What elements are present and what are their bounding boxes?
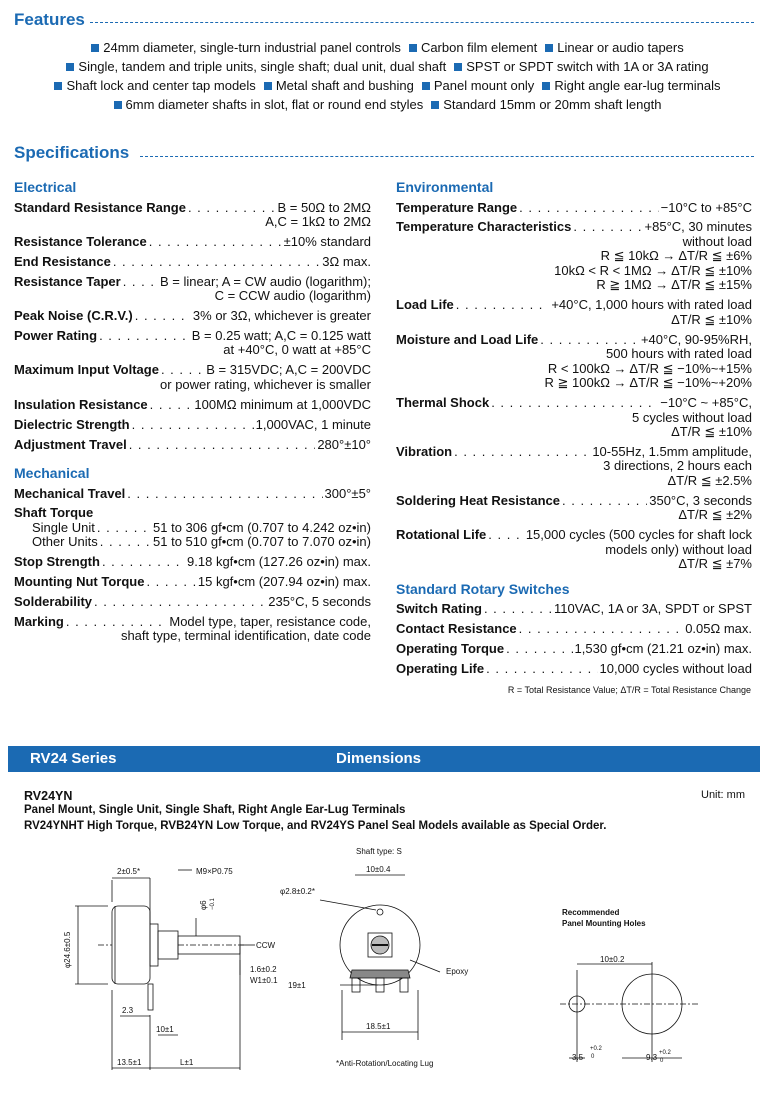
dim-text: −0.1 [210, 898, 216, 910]
torque-other-label: Other Units [32, 534, 98, 550]
spec-label: Temperature Characteristics [396, 219, 572, 235]
bullet-icon [114, 101, 122, 109]
spec-right-column [396, 180, 752, 682]
features-title: Features [14, 10, 85, 29]
dim-text: 13.5±1 [117, 1058, 142, 1067]
spec-value-continued: models only) without load [605, 541, 752, 557]
leader-dots [150, 398, 193, 413]
spec-label: Solderability [14, 594, 93, 610]
spec-footnote: R = Total Resistance Value; ΔT/R = Total Resistance Change [507, 685, 751, 695]
spec-value: 280°±10° [317, 436, 371, 452]
feature-item: Shaft lock and center tap models [66, 78, 256, 93]
electrical-rows [14, 201, 371, 453]
leader-dots [146, 575, 195, 590]
bullet-icon [454, 63, 462, 71]
spec-value-continued: 5 cycles without load [632, 409, 752, 425]
spec-value-continued: shaft type, terminal identification, date code [120, 628, 371, 644]
spec-label: End Resistance [14, 253, 111, 269]
feature-item: Single, tandem and triple units, single shaft; dual unit, dual shaft [78, 59, 447, 74]
torque-other-value: 51 to 510 gf•cm (0.707 to 7.070 oz•in) [153, 534, 371, 550]
spec-row [14, 275, 371, 304]
spec-label: Adjustment Travel [14, 436, 127, 452]
switches-title: Standard Rotary Switches [396, 580, 570, 597]
spec-value-continued: 500 hours with rated load [606, 346, 752, 362]
leader-dots [573, 220, 642, 235]
spec-label: Dielectric Strength [14, 416, 130, 432]
dim-text: CCW [256, 941, 276, 950]
spec-label: Vibration [396, 443, 453, 459]
spec-value-continued: ΔT/R ≦ ±10% [671, 424, 752, 440]
spec-value-continued: R ≧ 1MΩ → ΔT/R ≦ ±15% [596, 277, 752, 293]
dim-text: 2±0.5* [117, 867, 141, 876]
leader-dots [519, 201, 659, 216]
spec-value-continued: at +40°C, 0 watt at +85°C [223, 342, 371, 358]
spec-label: Power Rating [14, 327, 98, 343]
bullet-icon [66, 63, 74, 71]
spec-value: B = 0.25 watt; A,C = 0.125 watt [191, 327, 371, 343]
spec-value-continued: A,C = 1kΩ to 2MΩ [265, 214, 371, 229]
spec-value-continued: R ≦ 10kΩ → ΔT/R ≦ ±6% [600, 248, 752, 264]
spec-value-continued: ΔT/R ≦ ±2.5% [667, 472, 752, 488]
spec-value-continued: without load [682, 233, 752, 249]
torque-single-value: 51 to 306 gf•cm (0.707 to 4.242 oz•in) [153, 519, 371, 535]
spec-row [396, 396, 752, 440]
dim-text: L±1 [180, 1058, 194, 1067]
spec-row [14, 398, 371, 413]
feature-item: Metal shaft and bushing [275, 78, 414, 93]
spec-row [14, 595, 371, 610]
feature-line [0, 38, 767, 57]
dim-text: +0.2 [659, 1050, 671, 1056]
environmental-title: Environmental [396, 179, 494, 195]
holes-title-2: Panel Mounting Holes [562, 919, 646, 928]
spec-row [396, 602, 752, 617]
dim-text: 19±1 [288, 981, 306, 990]
spec-row [14, 255, 371, 270]
leader-dots [506, 642, 572, 657]
dim-text: 0 [591, 1054, 595, 1060]
spec-value-continued: ΔT/R ≦ ±10% [671, 311, 752, 327]
leader-dots [99, 329, 190, 344]
spec-value: ±10% standard [283, 233, 371, 249]
spec-value: 15 kgf•cm (207.94 oz•in) max. [197, 574, 371, 590]
dim-text: 1.6±0.2 [250, 965, 277, 974]
spec-value-continued: 3 directions, 2 hours each [603, 458, 752, 474]
spec-value: 300°±5° [324, 485, 371, 501]
spec-row [396, 298, 752, 327]
spec-value: 235°C, 5 seconds [268, 594, 371, 610]
spec-label: Moisture and Load Life [396, 331, 539, 347]
spec-value: +85°C, 30 minutes [644, 219, 752, 235]
spec-label: Load Life [396, 297, 454, 313]
spec-row [14, 615, 371, 644]
leader-dots [94, 595, 266, 610]
spec-label: Temperature Range [396, 199, 518, 215]
leader-dots [102, 555, 185, 570]
spec-value-continued: ΔT/R ≦ ±7% [678, 556, 752, 572]
electrical-title: Electrical [14, 179, 77, 195]
dim-text: 0 [660, 1058, 664, 1064]
spec-value: B = 50Ω to 2MΩ [277, 199, 371, 215]
feature-item: 6mm diameter shafts in slot, flat or round end styles [125, 97, 424, 112]
dimension-drawing [0, 838, 767, 1094]
spec-value-continued: R ≧ 100kΩ → ΔT/R ≦ −10%~+20% [544, 375, 752, 391]
spec-row [14, 329, 371, 358]
spec-label: Operating Torque [396, 641, 505, 657]
spec-label: Maximum Input Voltage [14, 362, 159, 378]
spec-row [14, 363, 371, 392]
spec-value: 15,000 cycles (500 cycles for shaft lock [525, 527, 752, 543]
leader-dots [562, 494, 647, 509]
spec-row [396, 333, 752, 391]
dimensions-title: Dimensions [336, 750, 422, 767]
lug-note: *Anti-Rotation/Locating Lug [336, 1059, 434, 1068]
spec-value: +40°C, 90-95%RH, [640, 331, 752, 347]
spec-value: 0.05Ω max. [685, 621, 752, 637]
spec-row [396, 445, 752, 489]
spec-row [14, 575, 371, 590]
leader-dots [132, 418, 254, 433]
leader-dots [149, 235, 282, 250]
leader-dots [491, 396, 658, 411]
spec-value: Model type, taper, resistance code, [169, 613, 371, 629]
feature-item: Standard 15mm or 20mm shaft length [443, 97, 662, 112]
spec-value: B = 315VDC; A,C = 200VDC [206, 362, 371, 378]
unit-label: Unit: mm [701, 789, 745, 801]
spec-value-continued: C = CCW audio (logarithm) [214, 288, 371, 304]
leader-dots [519, 622, 684, 637]
shaft-torque-row [14, 506, 371, 550]
spec-value: 10-55Hz, 1.5mm amplitude, [592, 443, 752, 459]
spec-value: 110VAC, 1A or 3A, SPDT or SPST [554, 601, 752, 617]
bullet-icon [264, 82, 272, 90]
spec-value: 350°C, 3 seconds [649, 492, 752, 508]
leader-dots [540, 333, 639, 348]
spec-label: Shaft Torque [14, 505, 94, 521]
spec-label: Standard Resistance Range [14, 199, 186, 215]
spec-row [14, 418, 371, 433]
dim-text: 9.3 [646, 1053, 658, 1062]
mounting-holes-labels [562, 908, 672, 1064]
spec-value: 3Ω max. [322, 253, 371, 269]
spec-label: Marking [14, 613, 64, 629]
spec-label: Stop Strength [14, 554, 100, 570]
spec-row [396, 220, 752, 293]
feature-item: SPST or SPDT switch with 1A or 3A rating [466, 59, 709, 74]
dim-text: φ6 [199, 900, 208, 910]
bullet-icon [545, 44, 553, 52]
leader-dots [66, 615, 168, 630]
leader-dots [129, 438, 316, 453]
epoxy-label: Epoxy [446, 967, 469, 976]
mechanical-travel-row [14, 487, 371, 502]
spec-value: 1,530 gf•cm (21.21 oz•in) max. [574, 641, 752, 657]
spec-row [14, 201, 371, 230]
side-view [75, 870, 255, 1070]
spec-label: Mounting Nut Torque [14, 574, 145, 590]
switches-rows [396, 602, 752, 676]
spec-row [14, 235, 371, 250]
dim-text: φ24.6±0.5 [63, 931, 72, 968]
spec-label: Thermal Shock [396, 395, 490, 411]
dim-text: 18.5±1 [366, 1022, 391, 1031]
series-banner [8, 746, 760, 772]
spec-label: Resistance Taper [14, 273, 121, 289]
feature-item: 24mm diameter, single-turn industrial panel controls [103, 40, 401, 55]
dim-text: 10±1 [156, 1025, 174, 1034]
spec-row [396, 642, 752, 657]
mounting-holes [560, 962, 700, 1062]
leader-dots [484, 602, 552, 617]
dimension-line-1: Panel Mount, Single Unit, Single Shaft, Right Angle Ear-Lug Terminals [24, 804, 406, 816]
mechanical-title: Mechanical [14, 465, 90, 482]
dim-text: 2.3 [122, 1006, 134, 1015]
spec-label: Soldering Heat Resistance [396, 492, 560, 508]
spec-value: 9.18 kgf•cm (127.26 oz•in) max. [187, 554, 371, 570]
bullet-icon [422, 82, 430, 90]
spec-value: 1,000VAC, 1 minute [255, 416, 371, 432]
feature-line [0, 57, 767, 76]
dim-text: φ2.8±0.2* [280, 887, 315, 896]
spec-label: Contact Resistance [396, 621, 517, 637]
leader-dots [123, 275, 158, 290]
feature-line [0, 95, 767, 114]
model-title: RV24YN [24, 789, 73, 803]
bullet-icon [54, 82, 62, 90]
torque-single-label: Single Unit [32, 519, 95, 535]
spec-value-continued: R < 100kΩ → ΔT/R ≦ −10%~+15% [547, 360, 752, 376]
dim-text: +0.2 [590, 1046, 602, 1052]
shaft-type-label: Shaft type: S [356, 847, 402, 856]
specifications-title: Specifications [14, 143, 130, 162]
spec-row [14, 309, 371, 324]
side-view-labels [63, 867, 278, 1067]
mechanical-rows [14, 555, 371, 644]
leader-dots [161, 363, 204, 378]
spec-label: Mechanical Travel [14, 485, 126, 501]
leader-dots [486, 662, 597, 677]
spec-label: Switch Rating [396, 601, 482, 617]
spec-row [396, 494, 752, 523]
spec-value: +40°C, 1,000 hours with rated load [551, 297, 752, 313]
feature-item: Panel mount only [433, 78, 535, 93]
environmental-rows [396, 201, 752, 572]
bullet-icon [431, 101, 439, 109]
leader-dots [488, 528, 524, 543]
leader-dots [135, 309, 191, 324]
spec-value: 3% or 3Ω, whichever is greater [192, 308, 371, 324]
spec-label: Resistance Tolerance [14, 233, 147, 249]
spec-value-continued: or power rating, whichever is smaller [160, 376, 371, 392]
feature-line [0, 76, 767, 95]
spec-value: B = linear; A = CW audio (logarithm); [160, 273, 371, 289]
spec-value: −10°C ~ +85°C, [660, 395, 752, 411]
bullet-icon [91, 44, 99, 52]
spec-value-continued: ΔT/R ≦ ±2% [678, 507, 752, 523]
dim-text: 3.5 [572, 1053, 584, 1062]
leader-dots [188, 201, 276, 216]
features-rule [90, 22, 754, 23]
spec-row [396, 622, 752, 637]
spec-row [396, 201, 752, 216]
dim-text: W1±0.1 [250, 976, 278, 985]
dim-text: 10±0.2 [600, 955, 625, 964]
front-view-labels [280, 847, 468, 1068]
leader-dots [456, 298, 550, 313]
spec-value: 100MΩ minimum at 1,000VDC [194, 396, 371, 412]
feature-item: Carbon film element [420, 40, 538, 55]
front-view [320, 875, 440, 1040]
dim-text: M9×P0.75 [196, 867, 233, 876]
spec-row [14, 438, 371, 453]
spec-label: Peak Noise (C.R.V.) [14, 308, 133, 324]
feature-item: Right angle ear-lug terminals [554, 78, 721, 93]
bullet-icon [409, 44, 417, 52]
feature-item: Linear or audio tapers [557, 40, 684, 55]
leader-dots [454, 445, 590, 460]
spec-left-column [14, 180, 371, 649]
spec-label: Rotational Life [396, 527, 487, 543]
spec-value: 10,000 cycles without load [599, 660, 752, 676]
specifications-rule [140, 156, 754, 157]
spec-row [396, 528, 752, 572]
spec-row [396, 662, 752, 677]
holes-title-1: Recommended [562, 908, 620, 917]
series-title: RV24 Series [30, 750, 117, 767]
leader-dots [113, 255, 320, 270]
spec-label: Operating Life [396, 660, 485, 676]
spec-row [14, 555, 371, 570]
dim-text: 10±0.4 [366, 865, 391, 874]
bullet-icon [542, 82, 550, 90]
spec-value: −10°C to +85°C [660, 199, 752, 215]
dimension-line-2: RV24YNHT High Torque, RVB24YN Low Torque, and RV24YS Panel Seal Models available as Special Order. [24, 820, 607, 832]
spec-label: Insulation Resistance [14, 396, 148, 412]
spec-value-continued: 10kΩ < R < 1MΩ → ΔT/R ≦ ±10% [554, 262, 752, 278]
